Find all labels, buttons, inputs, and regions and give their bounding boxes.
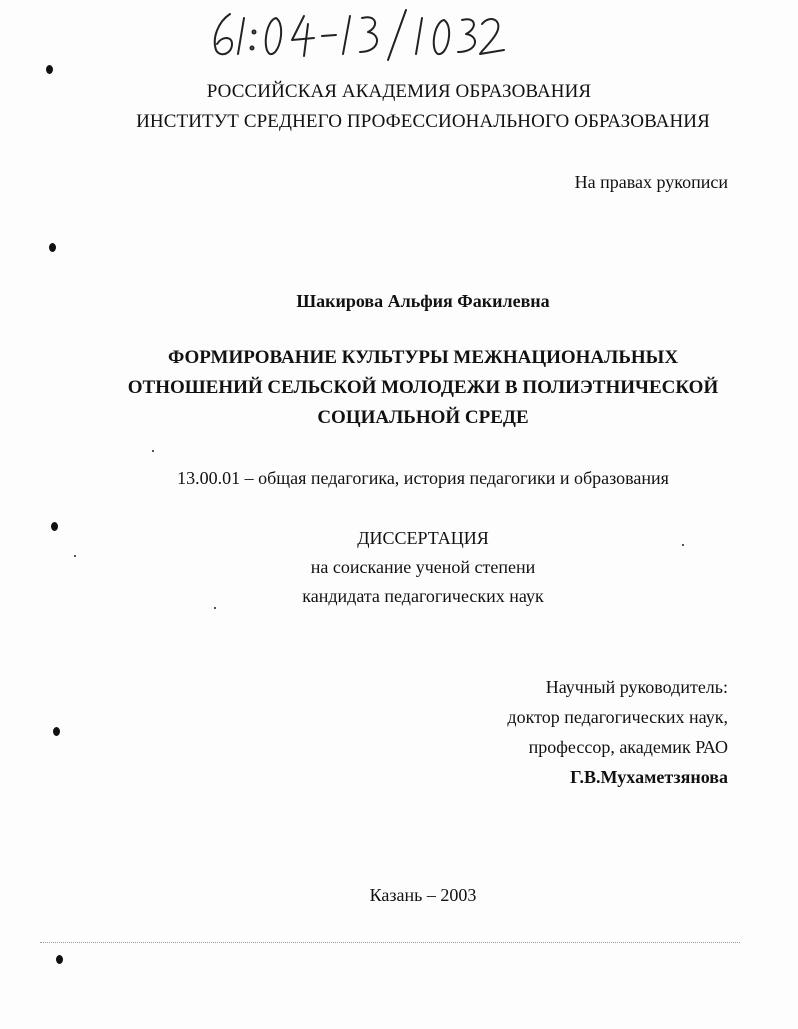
- binder-hole-mark: [56, 955, 63, 964]
- binder-hole-mark: [46, 65, 53, 74]
- thesis-title-line-1: ФОРМИРОВАНИЕ КУЛЬТУРЫ МЕЖНАЦИОНАЛЬНЫХ: [167, 347, 679, 368]
- scan-speck: [152, 450, 154, 452]
- degree-line-2: кандидата педагогических наук: [302, 586, 544, 606]
- institute-name: ИНСТИТУТ СРЕДНЕГО ПРОФЕССИОНАЛЬНОГО ОБРАЗОВАНИЯ: [136, 111, 710, 132]
- handwritten-archive-mark: [200, 4, 510, 64]
- scan-dotted-rule: [40, 942, 740, 945]
- manuscript-note: На правах рукописи: [574, 172, 728, 192]
- thesis-title-line-2: ОТНОШЕНИЙ СЕЛЬСКОЙ МОЛОДЕЖИ В ПОЛИЭТНИЧЕСКОЙ: [127, 377, 719, 398]
- binder-hole-mark: [49, 243, 56, 252]
- supervisor-position: профессор, академик РАО: [528, 737, 728, 757]
- scan-speck: [214, 607, 216, 609]
- supervisor-label: Научный руководитель:: [545, 677, 728, 697]
- specialty-code: 13.00.01 – общая педагогика, история педагогики и образования: [177, 468, 669, 488]
- degree-line-1: на соискание ученой степени: [310, 557, 536, 577]
- place-and-year: Казань – 2003: [369, 885, 477, 905]
- thesis-title-line-3: СОЦИАЛЬНОЙ СРЕДЕ: [317, 407, 529, 428]
- supervisor-degree: доктор педагогических наук,: [507, 707, 728, 727]
- supervisor-name: Г.В.Мухаметзянова: [570, 767, 728, 787]
- binder-hole-mark: [53, 727, 60, 736]
- handwritten-mark-drawing: [200, 4, 510, 64]
- academy-name: РОССИЙСКАЯ АКАДЕМИЯ ОБРАЗОВАНИЯ: [206, 81, 592, 102]
- author-name: Шакирова Альфия Факилевна: [296, 291, 550, 311]
- dissertation-label: ДИССЕРТАЦИЯ: [357, 528, 489, 548]
